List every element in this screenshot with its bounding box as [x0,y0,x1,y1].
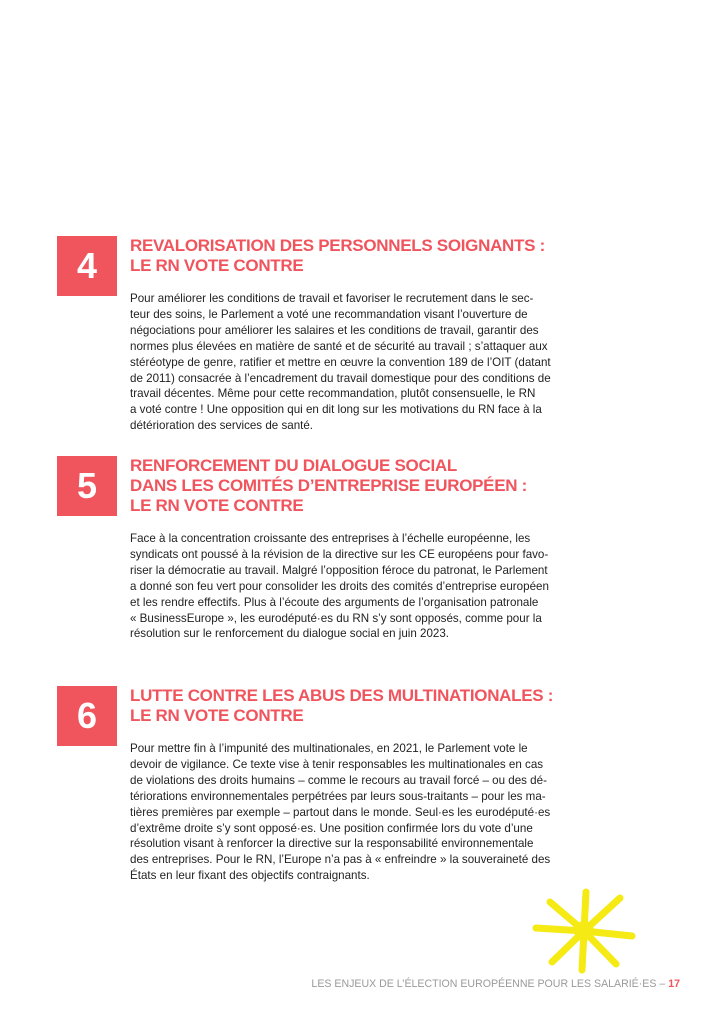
body-line: de 2011) consacrée à l’encadrement du travail domestique pour des conditions de [130,371,551,385]
body-line: tières premières par exemple – partout dans le monde. Seul·es les eurodéputé·es [130,805,551,819]
yellow-asterisk-star-icon [528,888,640,974]
body-line: Face à la concentration croissante des entreprises à l’échelle européenne, les [130,532,531,545]
body-line: stéréotype de genre, ratifier et mettre en œuvre la convention 189 de l’OIT (datant [130,355,551,369]
body-line: d’extrême droite s’y sont opposé·es. Une position confirmée lors du vote d’une [130,821,533,835]
body-line: Pour mettre fin à l’impunité des multinationales, en 2021, le Parlement vote le [130,742,528,755]
footer-text: LES ENJEUX DE L’ÉLECTION EUROPÉENNE POUR LES SALARIÉ·ES – [311,978,666,990]
body-line: détérioration des services de santé. [130,419,314,433]
section-title-line: DANS LES COMITÉS D’ENTREPRISE EUROPÉEN : [130,476,527,495]
body-line: de violations des droits humains – comme le recours au travail forcé – ou des dé- [130,773,547,787]
body-line: travail décentes. Même pour cette recommandation, plutôt consensuelle, le RN [130,387,536,401]
section-number-badge: 5 [57,456,117,516]
body-line: et les rendre effectifs. Plus à l’écoute des arguments de l’organisation patronale [130,595,539,609]
section-title [130,456,650,516]
body-line: devoir de vigilance. Ce texte vise à tenir responsables les multinationales en cas [130,757,544,771]
section-body [130,741,595,884]
body-line: normes plus élevées en matière de santé et de sécurité au travail ; s’attaquer aux [130,339,548,353]
section-title-line: RENFORCEMENT DU DIALOGUE SOCIAL [130,456,457,475]
body-line: syndicats ont poussé à la révision de la directive sur les CE européens pour favo- [130,547,549,561]
body-line: des entreprises. Pour le RN, l’Europe n’a pas à « enfreindre » la souveraineté des [130,853,551,867]
section-body [130,531,595,642]
body-line: « BusinessEurope », les eurodéputé·es du RN s’y sont opposés, comme pour la [130,611,542,625]
body-line: États en leur fixant des objectifs contraignants. [130,869,370,883]
body-line: riser la démocratie au travail. Malgré l’opposition féroce du patronat, le Parlement [130,563,548,577]
section-title [130,686,650,726]
section-body [130,291,595,434]
page-number: 17 [668,978,680,990]
section-title-line: LE RN VOTE CONTRE [130,256,304,275]
section-title [130,236,650,276]
section-title-line: LE RN VOTE CONTRE [130,496,304,515]
section-number-badge: 4 [57,236,117,296]
section-title-line: REVALORISATION DES PERSONNELS SOIGNANTS : [130,236,545,255]
section-title-line: LE RN VOTE CONTRE [130,706,304,725]
body-line: résolution visant à renforcer la directive sur la responsabilité environnementale [130,837,534,851]
body-line: a donné son feu vert pour consolider les droits des comités d’entreprise européen [130,579,549,593]
body-line: teur des soins, le Parlement a voté une recommandation visant l’ouverture de [130,307,528,321]
body-line: Pour améliorer les conditions de travail et favoriser le recrutement dans le sec- [130,292,534,305]
body-line: tériorations environnementales perpétrées par leurs sous-traitants – pour les ma- [130,789,546,803]
body-line: négociations pour améliorer les salaires et les conditions de travail, garantir des [130,323,539,337]
body-line: résolution sur le renforcement du dialogue social en juin 2023. [130,627,450,641]
section-title-line: LUTTE CONTRE LES ABUS DES MULTINATIONALES : [130,686,554,705]
body-line: a voté contre ! Une opposition qui en dit long sur les motivations du RN face à la [130,403,542,417]
page-footer [311,978,680,990]
section-number-badge: 6 [57,686,117,746]
